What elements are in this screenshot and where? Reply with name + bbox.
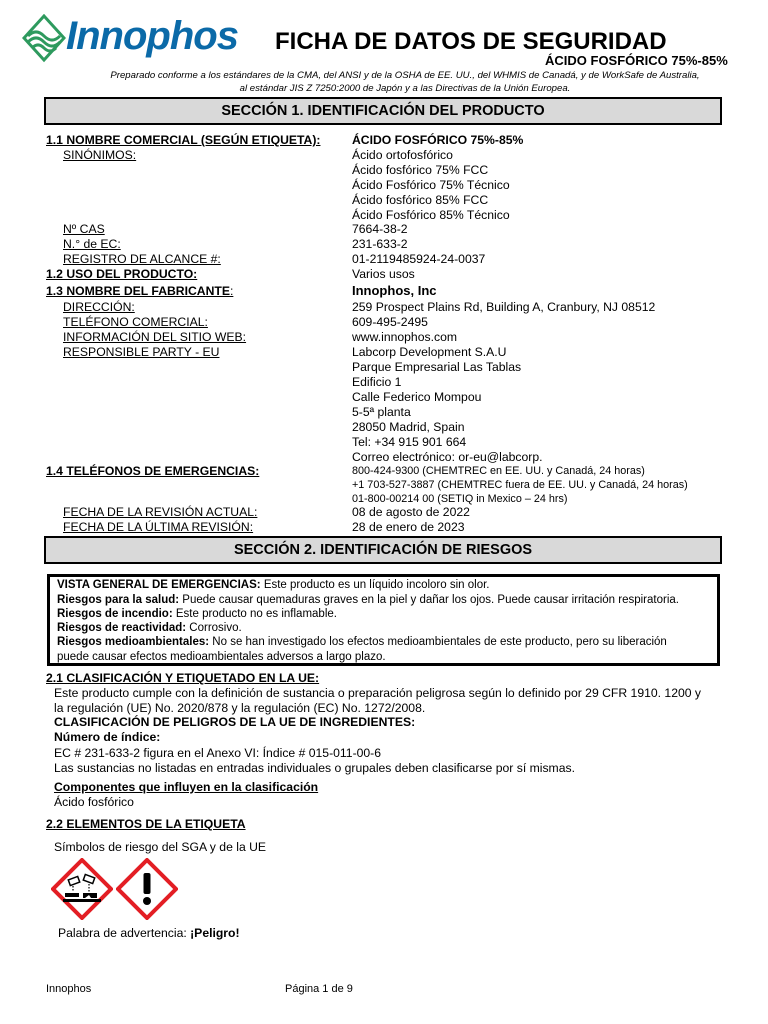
overview-line <box>57 578 490 593</box>
manufacturer-label <box>46 284 233 299</box>
health-label: Riesgos para la salud: <box>57 594 180 606</box>
eu-party-line: Labcorp Development S.A.U <box>352 345 507 359</box>
website-value: www.innophos.com <box>352 330 457 344</box>
eu-classification-label: 2.1 CLASIFICACIÓN Y ETIQUETADO EN LA UE: <box>46 671 320 685</box>
label-elements-heading: 2.2 ELEMENTOS DE LA ETIQUETA <box>46 817 246 831</box>
synonym-item: Ácido Fosfórico 75% Técnico <box>352 178 510 192</box>
synonym-item: Ácido fosfórico 85% FCC <box>352 193 489 207</box>
revision-last-label: FECHA DE LA ÚLTIMA REVISIÓN: <box>63 520 254 534</box>
overview-text: Este producto es un líquido incoloro sin olor. <box>260 579 490 591</box>
product-use-label: 1.2 USO DEL PRODUCTO: <box>46 267 198 281</box>
ec-label: N.° de EC: <box>63 237 121 251</box>
footer-page-number: Página 1 de 9 <box>285 983 353 995</box>
manufacturer-label-text: 1.3 NOMBRE DEL FABRICANTE <box>46 284 230 298</box>
logo-mark-icon <box>22 14 66 64</box>
company-logo <box>22 12 238 64</box>
index-number-heading: Número de índice: <box>54 730 161 744</box>
components-heading: Componentes que influyen en la clasificación <box>54 780 319 794</box>
section-2-header: SECCIÓN 2. IDENTIFICACIÓN DE RIESGOS <box>44 536 722 564</box>
synonyms-label: SINÓNIMOS: <box>63 148 137 162</box>
reactivity-text: Corrosivo. <box>186 622 242 634</box>
product-use-value: Varios usos <box>352 267 415 281</box>
eu-party-line: 28050 Madrid, Spain <box>352 420 465 434</box>
phone-value: 609-495-2495 <box>352 315 428 329</box>
logo-text: Innophos <box>66 14 238 58</box>
eu-classification-text-2: la regulación (UE) No. 2020/878 y la regulación (EC) No. 1272/2008. <box>54 701 426 715</box>
signal-word-prefix: Palabra de advertencia: <box>58 926 191 940</box>
health-line <box>57 593 679 608</box>
eu-party-line: Tel: +34 915 901 664 <box>352 435 467 449</box>
fire-text: Este producto no es inflamable. <box>172 608 337 620</box>
cas-value: 7664-38-2 <box>352 222 408 236</box>
manufacturer-value: Innophos, Inc <box>352 283 437 298</box>
index-number-line: EC # 231-633-2 figura en el Anexo VI: Índice # 015-011-00-6 <box>54 746 382 760</box>
health-text: Puede causar quemaduras graves en la piel y dañar los ojos. Puede causar irritación respiratoria. <box>179 594 679 606</box>
product-subtitle: ÁCIDO FOSFÓRICO 75%-85% <box>545 53 728 68</box>
component-item: Ácido fosfórico <box>54 795 134 809</box>
fire-line <box>57 607 337 622</box>
synonym-item: Ácido Fosfórico 85% Técnico <box>352 208 510 222</box>
signal-word: ¡Peligro! <box>190 926 240 940</box>
environmental-label: Riesgos medioambientales: <box>57 636 210 648</box>
preparation-note <box>60 69 750 95</box>
address-label: DIRECCIÓN: <box>63 300 135 314</box>
eu-party-line: Calle Federico Mompou <box>352 390 482 404</box>
emergency-phone-line: 01-800-00214 00 (SETIQ in Mexico – 24 hrs) <box>352 493 568 505</box>
synonym-item: Ácido fosfórico 75% FCC <box>352 163 489 177</box>
section-1-header: SECCIÓN 1. IDENTIFICACIÓN DEL PRODUCTO <box>44 97 722 125</box>
exclamation-pictogram-icon <box>116 858 178 920</box>
phone-label: TELÉFONO COMERCIAL: <box>63 315 208 329</box>
synonym-item: Ácido ortofosfórico <box>352 148 453 162</box>
reactivity-label: Riesgos de reactividad: <box>57 622 187 634</box>
document-title: FICHA DE DATOS DE SEGURIDAD <box>275 28 667 55</box>
preparation-line-1: Preparado conforme a los estándares de la CMA, del ANSI y de la OSHA de EE. UU., del WHMIS de Canadá, y de WorkSafe de Australia, <box>110 70 700 81</box>
trade-name-value: ÁCIDO FOSFÓRICO 75%-85% <box>352 133 524 147</box>
address-value: 259 Prospect Plains Rd, Building A, Cranbury, NJ 08512 <box>352 300 656 314</box>
signal-word-line <box>58 926 240 941</box>
ingredients-hazard-heading: CLASIFICACIÓN DE PELIGROS DE LA UE DE INGREDIENTES: <box>54 715 416 729</box>
footer-company: Innophos <box>46 983 92 995</box>
emergency-phone-line: +1 703-527-3887 (CHEMTREC fuera de EE. UU. y Canadá, 24 horas) <box>352 479 688 491</box>
corrosion-pictogram-icon <box>51 858 113 920</box>
environmental-text: No se han investigado los efectos medioambientales de este producto, pero su liberación <box>209 636 667 648</box>
revision-current-label: FECHA DE LA REVISIÓN ACTUAL: <box>63 505 258 519</box>
overview-label: VISTA GENERAL DE EMERGENCIAS: <box>57 579 261 591</box>
website-label: INFORMACIÓN DEL SITIO WEB: <box>63 330 247 344</box>
emergency-phones-label: 1.4 TELÉFONOS DE EMERGENCIAS: <box>46 464 260 478</box>
eu-party-line: Correo electrónico: or-eu@labcorp. <box>352 450 543 464</box>
eu-party-label: RESPONSIBLE PARTY - EU <box>63 345 220 359</box>
preparation-line-2: al estándar JIS Z 7250:2000 de Japón y a las Directivas de la Unión Europea. <box>239 83 571 94</box>
environmental-line <box>57 635 667 650</box>
eu-party-line: Edificio 1 <box>352 375 402 389</box>
revision-current-value: 08 de agosto de 2022 <box>352 505 470 519</box>
eu-party-line: Parque Empresarial Las Tablas <box>352 360 522 374</box>
eu-classification-text-1: Este producto cumple con la definición de sustancia o preparación peligrosa según lo definido por 29 CFR 1910. 1200 y <box>54 686 702 700</box>
revision-last-value: 28 de enero de 2023 <box>352 520 465 534</box>
trade-name-label: 1.1 NOMBRE COMERCIAL (SEGÚN ETIQUETA): <box>46 133 321 147</box>
hazard-symbols-text: Símbolos de riesgo del SGA y de la UE <box>54 840 267 854</box>
manufacturer-label-colon: : <box>229 284 234 298</box>
cas-label: Nº CAS <box>63 222 105 236</box>
emergency-phone-line: 800-424-9300 (CHEMTREC en EE. UU. y Canadá, 24 horas) <box>352 465 645 477</box>
reactivity-line <box>57 621 242 636</box>
not-listed-note: Las sustancias no listadas en entradas individuales o grupales deben clasificarse por sí mismas. <box>54 761 575 775</box>
reach-value: 01-2119485924-24-0037 <box>352 252 486 266</box>
reach-label: REGISTRO DE ALCANCE #: <box>63 252 221 266</box>
environmental-line-2: puede causar efectos medioambientales adversos a largo plazo. <box>57 651 386 663</box>
fire-label: Riesgos de incendio: <box>57 608 173 620</box>
ec-value: 231-633-2 <box>352 237 408 251</box>
eu-party-line: 5-5ª planta <box>352 405 411 419</box>
